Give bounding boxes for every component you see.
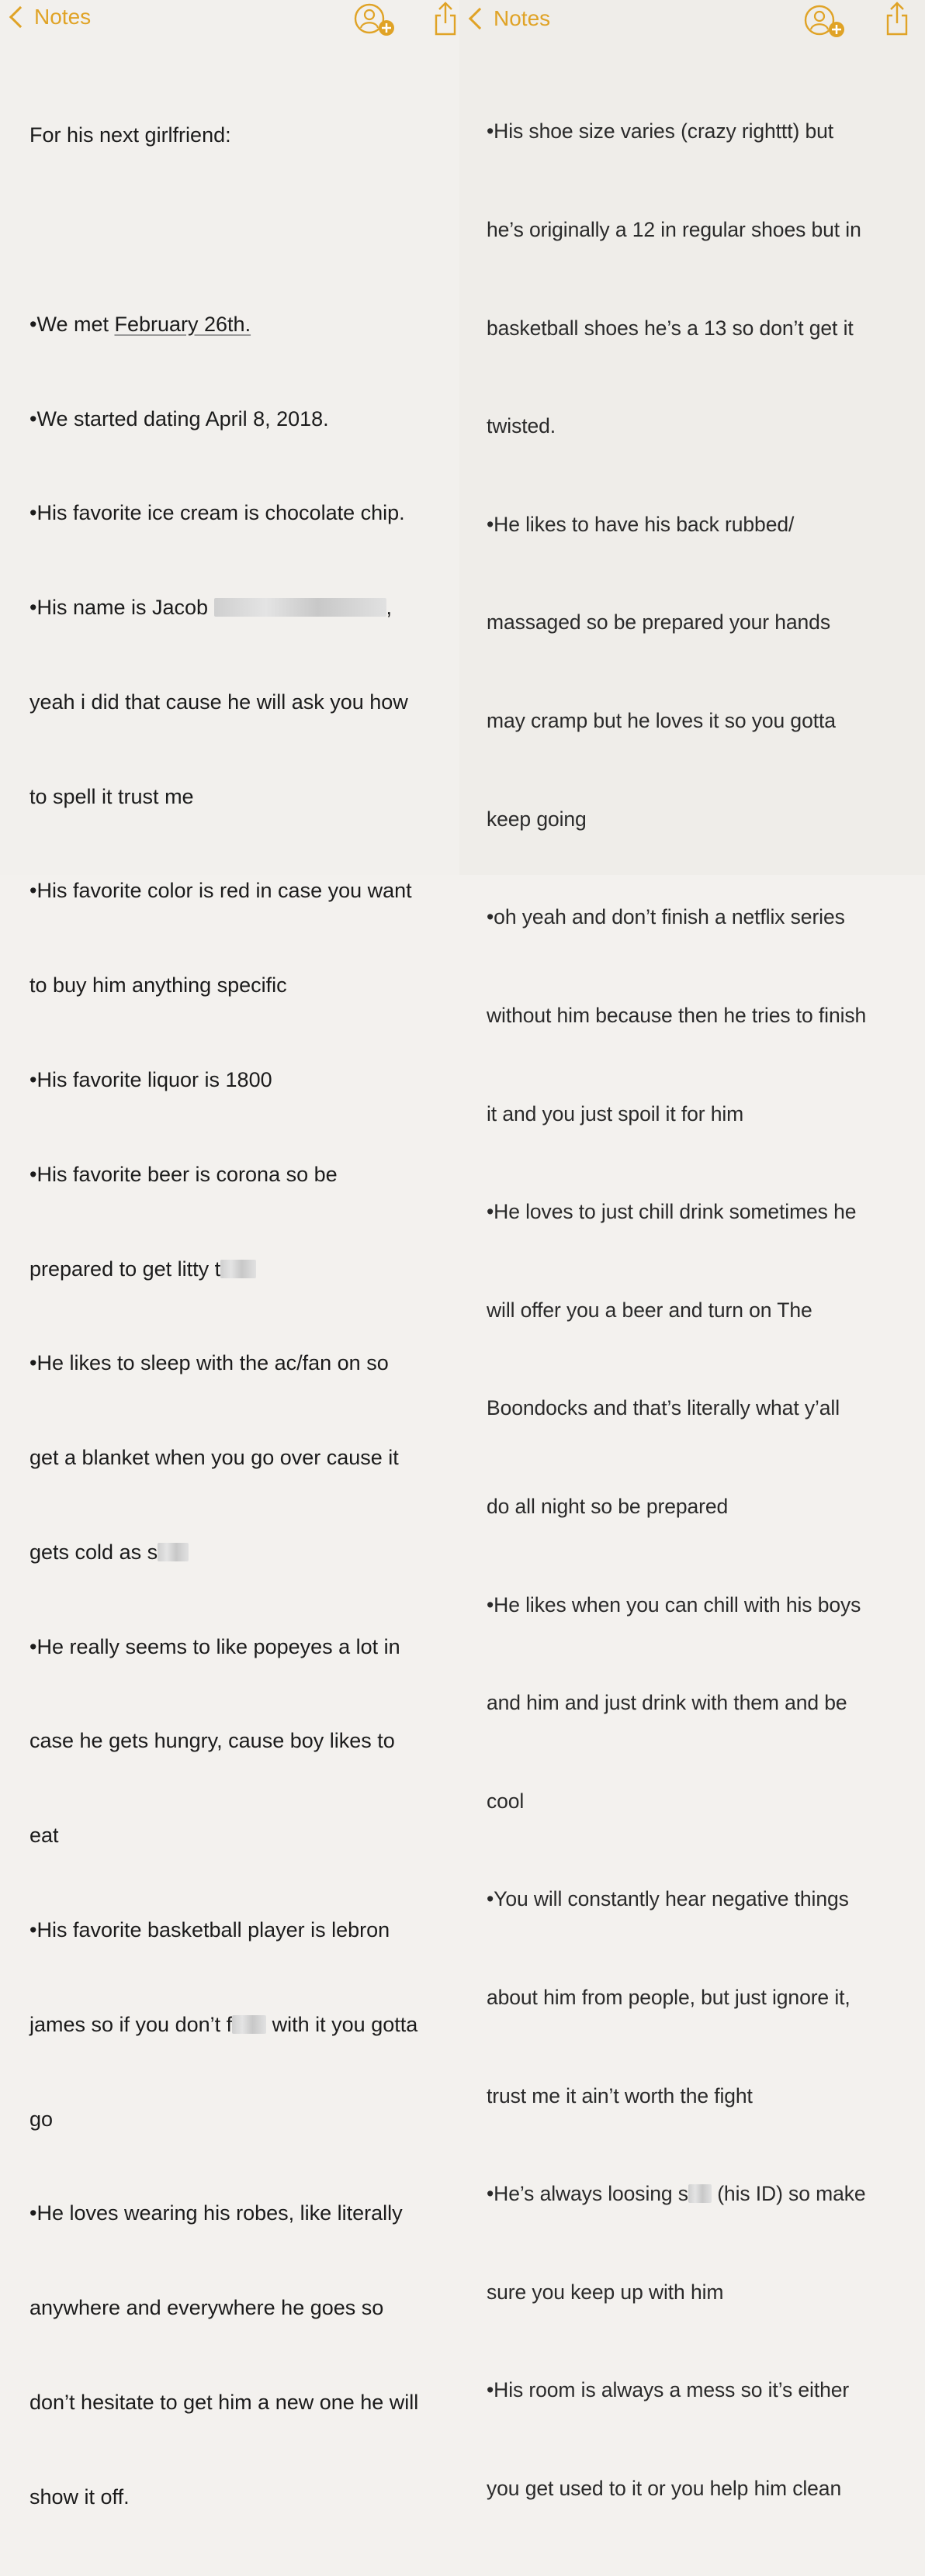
note-line: show it off. xyxy=(29,2484,130,2509)
note-line: •We started dating April 8, 2018. xyxy=(29,406,329,430)
note-line: •We met February 26th. xyxy=(29,312,251,336)
add-person-icon[interactable] xyxy=(352,3,397,37)
note-line: you get used to it or you help him clean xyxy=(487,2477,842,2501)
left-note-panel xyxy=(0,0,462,2509)
note-line: •He really seems to like popeyes a lot in xyxy=(29,1634,400,1658)
note-line: •You will constantly hear negative things xyxy=(487,1887,849,1911)
redacted-word xyxy=(220,1260,256,1278)
note-line: basketball shoes he’s a 13 so don’t get it xyxy=(487,316,854,340)
note-line: •His room is always a mess so it’s either xyxy=(487,2378,850,2402)
note-line: go xyxy=(29,2107,54,2131)
note-line: •He likes to sleep with the ac/fan on so xyxy=(29,1351,389,1375)
note-line: get a blanket when you go over cause it xyxy=(29,1446,399,1470)
share-icon[interactable] xyxy=(883,0,911,37)
note-line: •His favorite basketball player is lebron xyxy=(29,1918,390,1942)
note-line: trust me it ain’t worth the fight xyxy=(487,2083,753,2107)
share-icon[interactable] xyxy=(431,0,459,37)
back-to-notes-button[interactable] xyxy=(8,5,91,29)
note-line: will offer you a beer and turn on The xyxy=(487,1298,812,1322)
note-line: •His favorite ice cream is chocolate chip. xyxy=(29,501,405,525)
note-line: it and you just spoil it for him xyxy=(487,1101,744,1125)
note-line: yeah i did that cause he will ask you how xyxy=(29,690,408,714)
note-line: he’s originally a 12 in regular shoes but in xyxy=(487,218,861,242)
note-line: prepared to get litty t xyxy=(29,1253,452,1285)
note-line: •His favorite color is red in case you want xyxy=(29,879,412,903)
note-line: to buy him anything specific xyxy=(29,973,287,998)
chevron-left-icon xyxy=(9,6,31,28)
note-line: cool xyxy=(487,1789,525,1813)
blank-line xyxy=(29,214,452,246)
note-body[interactable] xyxy=(487,50,911,2571)
note-body[interactable] xyxy=(29,57,452,2576)
note-line: sure you keep up with him xyxy=(487,2280,724,2304)
note-line: anywhere and everywhere he goes so xyxy=(29,2296,384,2320)
note-line: •He’s always loosing s (his ID) so make xyxy=(487,2182,866,2206)
back-label: Notes xyxy=(494,6,551,30)
redacted-word xyxy=(232,2015,266,2034)
note-line: keep going xyxy=(487,807,587,831)
note-line: •His shoe size varies (crazy righttt) but xyxy=(487,119,833,143)
redacted-surname xyxy=(214,598,386,617)
note-line: •oh yeah and don’t finish a netflix series xyxy=(487,905,845,929)
back-to-notes-button[interactable] xyxy=(467,6,550,31)
note-line: •His name is Jacob , xyxy=(29,596,393,620)
redacted-word xyxy=(158,1543,189,1561)
note-line: may cramp but he loves it so you gotta xyxy=(487,709,836,733)
note-line: twisted. xyxy=(487,414,556,438)
add-person-icon[interactable] xyxy=(802,5,847,39)
note-line: •He loves to just chill drink sometimes he xyxy=(487,1200,857,1224)
note-line: james so if you don’t f with it you gotta xyxy=(29,2012,418,2036)
note-line: case he gets hungry, cause boy likes to xyxy=(29,1729,395,1753)
note-line: eat xyxy=(29,1824,59,1848)
note-line: gets cold as s xyxy=(29,1537,452,1568)
note-line: •He loves wearing his robes, like literally xyxy=(29,2201,403,2225)
redacted-word xyxy=(688,2184,712,2203)
chevron-left-icon xyxy=(469,8,490,29)
note-title: For his next girlfriend: xyxy=(29,123,231,147)
note-line: and him and just drink with them and be xyxy=(487,1691,847,1715)
note-line: •His favorite liquor is 1800 xyxy=(29,1068,272,1091)
note-line: •He likes when you can chill with his boys xyxy=(487,1592,861,1616)
back-label: Notes xyxy=(34,5,92,29)
note-line: do all night so be prepared xyxy=(487,1494,729,1518)
note-line: massaged so be prepared your hands xyxy=(487,610,830,634)
right-note-panel xyxy=(459,0,925,2501)
note-line: don’t hesitate to get him a new one he will xyxy=(29,2390,419,2414)
note-line: about him from people, but just ignore it, xyxy=(487,1985,851,2009)
note-line: •He likes to have his back rubbed/ xyxy=(487,512,795,536)
note-line: to spell it trust me xyxy=(29,784,194,808)
note-line: Boondocks and that’s literally what y’all xyxy=(487,1396,840,1420)
date-link[interactable]: February 26th. xyxy=(114,312,251,336)
note-line: without him because then he tries to finish xyxy=(487,1003,867,1027)
note-line: •His favorite beer is corona so be xyxy=(29,1162,338,1186)
